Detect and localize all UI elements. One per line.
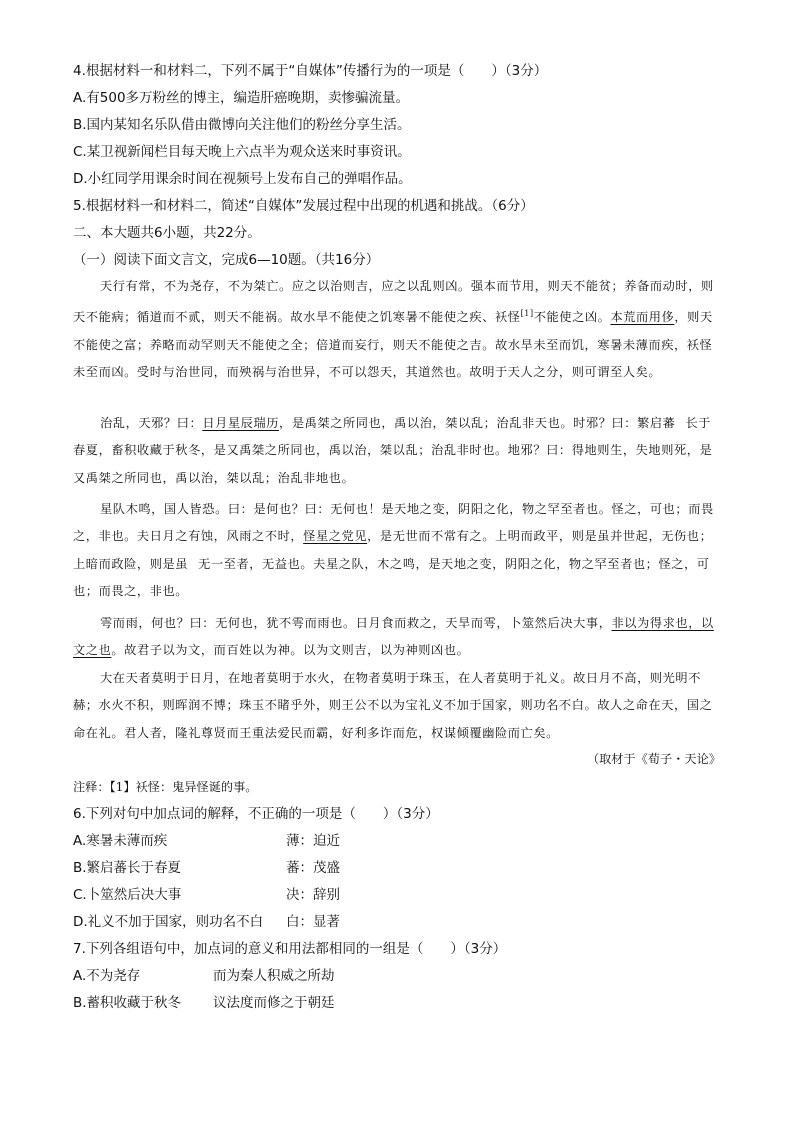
underlined-phrase-2: 日月星辰瑞历 xyxy=(202,416,280,430)
section2-subtitle: （一）阅读下面文言文，完成6—10题。（共16分） xyxy=(73,252,380,268)
q7-stem: 7.下列各组语句中，加点词的意义和用法都相同的一组是（ ）（3分） xyxy=(73,941,507,957)
q4-option-a: A.有500多万粉丝的博主，编造肝癌晚期，卖惨骗流量。 xyxy=(73,90,410,106)
passage-footnote: 注释：【1】袄怪：鬼异怪诞的事。 xyxy=(73,780,258,794)
section2-title: 二、本大题共6小题，共22分。 xyxy=(73,225,261,241)
passage-paragraph-4: 雩而雨，何也？曰：无何也，犹不雩而雨也。日月食而救之，天旱而雩，卜筮然后决大事，非以为得求也，以文之也。故君子以为文，而百姓以为神。以为文则吉，以为神则凶也。 xyxy=(73,616,714,658)
q7-option-b: B.蓄积收藏于秋冬 议法度而修之于朝廷 xyxy=(73,995,335,1011)
q7-option-a: A.不为尧存 而为秦人积威之所劫 xyxy=(73,968,335,984)
passage-source: （取材于《荀子・天论》 xyxy=(586,752,721,766)
q5-stem: 5.根据材料一和材料二，简述“自媒体”发展过程中出现的机遇和挑战。（6分） xyxy=(73,198,534,214)
q4-option-b: B.国内某知名乐队借由微博向关注他们的粉丝分享生活。 xyxy=(73,117,411,133)
q6-option-a: A.寒暑未薄而疾 薄：迫近 xyxy=(73,833,340,849)
q4-option-d: D.小红同学用课余时间在视频号上发布自己的弹唱作品。 xyxy=(73,171,412,187)
footnote-marker: [1] xyxy=(520,309,534,319)
passage-paragraph-2: 治乱，天邪？曰：日月星辰瑞历，是禹桀之所同也，禹以治，桀以乱；治乱非天也。时邪？曰：繁启蕃 长于春夏，畜积收藏于秋冬，是又禹桀之所同也，禹以治，桀以乱；治乱非时也。地邪？曰：得地则生，失地则死，是又禹桀之所同也，禹以治，桀以乱；治乱非地也。 xyxy=(73,416,713,485)
q6-option-b: B.繁启蕃长于春夏 蕃：茂盛 xyxy=(73,860,340,876)
q6-stem: 6.下列对句中加点词的解释，不正确的一项是（ ）（3分） xyxy=(73,806,439,822)
underlined-phrase-4: 非以为得求也，以文之也 xyxy=(73,616,714,658)
passage-paragraph-3: 星队木鸣，国人皆恐。曰：是何也？曰：无何也！是天地之变，阴阳之化，物之罕至者也。怪之，可也；而畏之，非也。夫日月之有蚀，风雨之不时，怪星之党见，是无世而不常有之。上明而政平，则是虽并世起，无伤也；上暗而政险，则是虽 无一至者，无益也。夫星之队，木之鸣，是天地之变，阴阳之化，物之罕至者也；怪之，可也；而畏之，非也。 xyxy=(73,502,714,599)
passage-paragraph-5: 大在天者莫明于日月，在地者莫明于水火，在物者莫明于珠玉，在人者莫明于礼义。故日月不高，则光明不赫；水火不积，则晖润不博；珠玉不睹乎外，则王公不以为宝礼义不加于国家，则功名不白。故人之命在天，国之命在礼。君人者，隆礼尊贤而王重法爱民而霸，好利多诈而危，权谋倾覆幽险而亡矣。 xyxy=(73,671,713,740)
q4-option-c: C.某卫视新闻栏目每天晚上六点半为观众送来时事资讯。 xyxy=(73,144,411,160)
q4-stem: 4.根据材料一和材料二，下列不属于“自媒体”传播行为的一项是（ ）（3分） xyxy=(73,63,548,79)
q6-option-c: C.卜筮然后决大事 决：辞别 xyxy=(73,887,340,903)
q6-option-d: D.礼义不加于国家，则功名不白 白：显著 xyxy=(73,914,340,930)
passage-paragraph-1: 天行有常，不为尧存，不为桀亡。应之以治则吉，应之以乱则凶。强本而节用，则天不能贫；养备而动时，则天不能病；循道而不贰，则天不能祸。故水旱不能使之饥寒暑不能使之疾、袄怪[1]不能使之凶。本荒而用侈，则天不能使之富；养略而动罕则天不能使之全；倍道而妄行，则天不能使之吉。故水旱未至而饥，寒暑未薄而疾，袄怪未至而凶。受时与治世同，而殃祸与治世异，不可以怨天，其道然也。故明于天人之分，则可谓至人矣。 xyxy=(73,279,714,380)
underlined-phrase-1: 本荒而用侈 xyxy=(610,310,675,325)
underlined-phrase-3: 怪星之党见 xyxy=(303,529,368,544)
